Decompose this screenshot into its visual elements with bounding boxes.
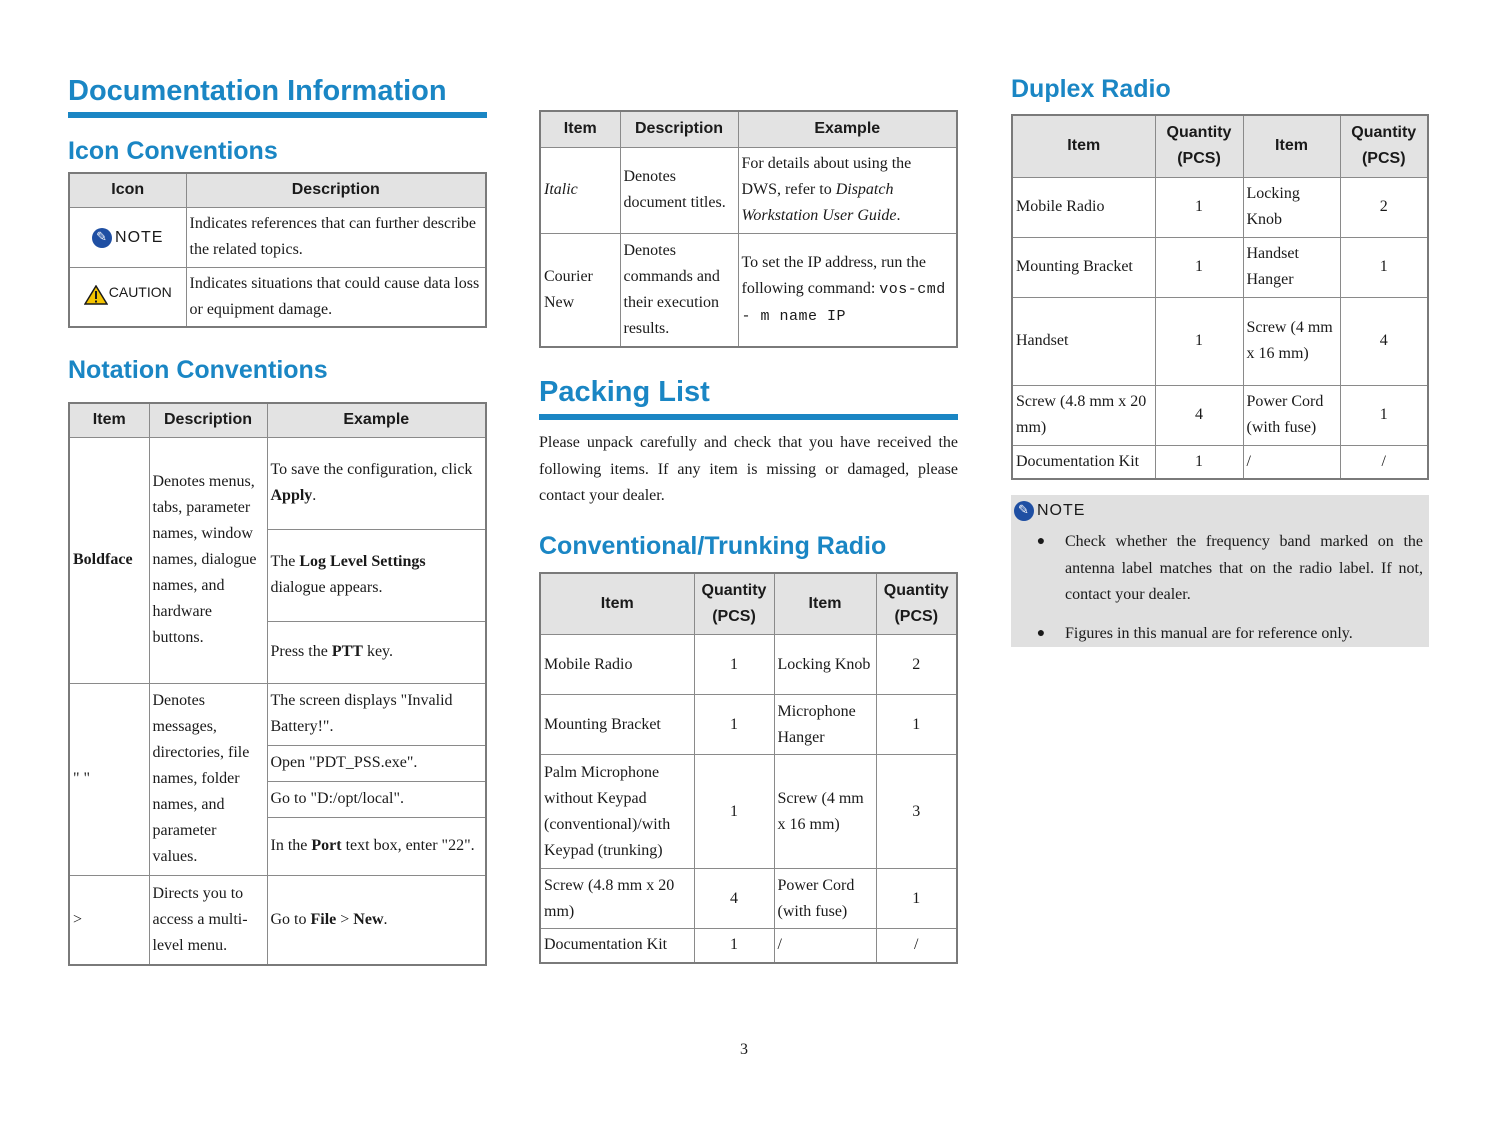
quotes-example-1: The screen displays "Invalid Battery!".	[267, 683, 486, 745]
boldface-description: Denotes menus, tabs, parameter names, window names, dialogue names, and hardware buttons.	[149, 437, 267, 683]
cell-item: Screw (4 mm x 16 mm)	[1243, 297, 1340, 385]
notation-conventions-table	[68, 402, 487, 966]
menu-item: >	[69, 875, 149, 965]
caution-badge	[84, 279, 172, 305]
bullet-icon: ●	[1036, 534, 1046, 549]
table-row	[1012, 237, 1428, 297]
table-row	[1012, 297, 1428, 385]
duplex-table	[1011, 114, 1429, 480]
header-quantity: Quantity (PCS)	[1155, 115, 1243, 177]
header-item: Item	[1012, 115, 1155, 177]
cell-qty: 1	[876, 695, 957, 755]
bullet-icon: ●	[1036, 625, 1046, 641]
note-label: NOTE	[115, 228, 164, 246]
quotes-description: Denotes messages, directories, file names, folder names, and parameter values.	[149, 683, 267, 875]
caution-label: CAUTION	[108, 284, 172, 301]
cell-item: Documentation Kit	[540, 929, 694, 963]
table-row	[540, 929, 957, 963]
table-row	[1012, 385, 1428, 445]
courier-description: Denotes commands and their execution results.	[620, 233, 738, 347]
header-item: Item	[540, 111, 620, 147]
note-description: Indicates references that can further describe the related topics.	[186, 207, 486, 267]
boldface-example-2: The Log Level Settings dialogue appears.	[267, 529, 486, 621]
table-row	[1012, 177, 1428, 237]
packing-rule	[539, 414, 958, 420]
header-item: Item	[774, 573, 876, 635]
cell-qty: 1	[1155, 177, 1243, 237]
duplex-title: Duplex Radio	[1011, 75, 1171, 103]
header-description: Description	[186, 173, 486, 207]
cell-qty: 1	[1340, 385, 1428, 445]
header-icon: Icon	[69, 173, 186, 207]
section-title-packing-list: Packing List	[539, 376, 710, 408]
caution-icon	[84, 285, 108, 305]
cell-qty: 1	[694, 635, 774, 695]
list-item	[1031, 529, 1423, 609]
cell-item: Screw (4.8 mm x 20 mm)	[540, 869, 694, 929]
cell-qty: 1	[1155, 445, 1243, 479]
note-box	[1011, 495, 1429, 647]
quotes-example-2: Open "PDT_PSS.exe".	[267, 745, 486, 781]
notation-conventions-title: Notation Conventions	[68, 356, 328, 384]
table-row	[540, 635, 957, 695]
header-item: Item	[540, 573, 694, 635]
note-text: Check whether the frequency band marked on the antenna label matches that on the radio label. If not, contact your dealer.	[1065, 533, 1423, 603]
notation-continued-table	[539, 110, 958, 348]
cell-qty: /	[876, 929, 957, 963]
cell-item: Documentation Kit	[1012, 445, 1155, 479]
left-column	[68, 72, 487, 966]
cell-item: Handset Hanger	[1243, 237, 1340, 297]
conventional-table	[539, 572, 958, 964]
cell-item: Power Cord (with fuse)	[774, 869, 876, 929]
cell-qty: 1	[694, 755, 774, 869]
cell-qty: 2	[1340, 177, 1428, 237]
italic-description: Denotes document titles.	[620, 147, 738, 233]
cell-item: Mounting Bracket	[540, 695, 694, 755]
quotes-example-4: In the Port text box, enter "22".	[267, 817, 486, 875]
page-number: 3	[740, 1041, 748, 1058]
cell-qty: 1	[1340, 237, 1428, 297]
note-badge	[1014, 501, 1085, 521]
note-icon-cell	[69, 207, 186, 267]
middle-column	[539, 110, 958, 964]
courier-item: Courier New	[540, 233, 620, 347]
caution-icon-cell	[69, 267, 186, 327]
icon-conventions-table	[68, 172, 487, 328]
caution-description: Indicates situations that could cause data loss or equipment damage.	[186, 267, 486, 327]
header-item: Item	[1243, 115, 1340, 177]
table-row	[540, 869, 957, 929]
cell-qty: 1	[694, 695, 774, 755]
cell-qty: 4	[694, 869, 774, 929]
cell-qty: 1	[694, 929, 774, 963]
italic-item: Italic	[540, 147, 620, 233]
icon-conventions-title: Icon Conventions	[68, 137, 278, 165]
header-quantity: Quantity (PCS)	[876, 573, 957, 635]
courier-example: To set the IP address, run the following command: vos-cmd - m name IP	[738, 233, 957, 347]
cell-item: Screw (4.8 mm x 20 mm)	[1012, 385, 1155, 445]
menu-example: Go to File > New.	[267, 875, 486, 965]
cell-item: Palm Microphone without Keypad (conventional)/with Keypad (trunking)	[540, 755, 694, 869]
title-rule	[68, 112, 487, 118]
table-row	[540, 755, 957, 869]
quotes-example-3: Go to "D:/opt/local".	[267, 781, 486, 817]
note-badge	[92, 225, 163, 251]
table-row	[1012, 445, 1428, 479]
cell-item: Mobile Radio	[1012, 177, 1155, 237]
boldface-example-3: Press the PTT key.	[267, 621, 486, 683]
section-title-documentation: Documentation Information	[68, 75, 447, 107]
cell-item: Power Cord (with fuse)	[1243, 385, 1340, 445]
menu-description: Directs you to access a multi-level menu.	[149, 875, 267, 965]
right-column	[1011, 72, 1429, 480]
cell-qty: 4	[1340, 297, 1428, 385]
cell-item: Locking Knob	[774, 635, 876, 695]
cell-item: Mobile Radio	[540, 635, 694, 695]
cell-qty: 2	[876, 635, 957, 695]
note-label: NOTE	[1037, 502, 1086, 519]
italic-example: For details about using the DWS, refer to Dispatch Workstation User Guide.	[738, 147, 957, 233]
cell-qty: 1	[876, 869, 957, 929]
cell-qty: /	[1340, 445, 1428, 479]
conventional-title: Conventional/Trunking Radio	[539, 531, 887, 560]
header-example: Example	[738, 111, 957, 147]
boldface-example-1: To save the configuration, click Apply.	[267, 437, 486, 529]
header-description: Description	[620, 111, 738, 147]
cell-qty: 1	[1155, 297, 1243, 385]
cell-item: Mounting Bracket	[1012, 237, 1155, 297]
header-description: Description	[149, 403, 267, 437]
header-item: Item	[69, 403, 149, 437]
list-item	[1031, 621, 1423, 648]
table-row	[540, 695, 957, 755]
note-text: Figures in this manual are for reference only.	[1065, 624, 1353, 642]
cell-item: /	[774, 929, 876, 963]
cell-qty: 4	[1155, 385, 1243, 445]
cell-item: Microphone Hanger	[774, 695, 876, 755]
cell-item: Screw (4 mm x 16 mm)	[774, 755, 876, 869]
header-example: Example	[267, 403, 486, 437]
boldface-item: Boldface	[69, 437, 149, 683]
note-list	[1031, 529, 1423, 659]
quotes-item: " "	[69, 683, 149, 875]
cell-item: /	[1243, 445, 1340, 479]
cell-qty: 3	[876, 755, 957, 869]
cell-qty: 1	[1155, 237, 1243, 297]
note-icon: ✎	[1014, 501, 1034, 521]
header-quantity: Quantity (PCS)	[1340, 115, 1428, 177]
note-icon: ✎	[92, 228, 112, 248]
header-quantity: Quantity (PCS)	[694, 573, 774, 635]
cell-item: Handset	[1012, 297, 1155, 385]
packing-intro: Please unpack carefully and check that you have received the following items. If any item is missing or damaged, please contact your dealer.	[539, 434, 958, 504]
cell-item: Locking Knob	[1243, 177, 1340, 237]
